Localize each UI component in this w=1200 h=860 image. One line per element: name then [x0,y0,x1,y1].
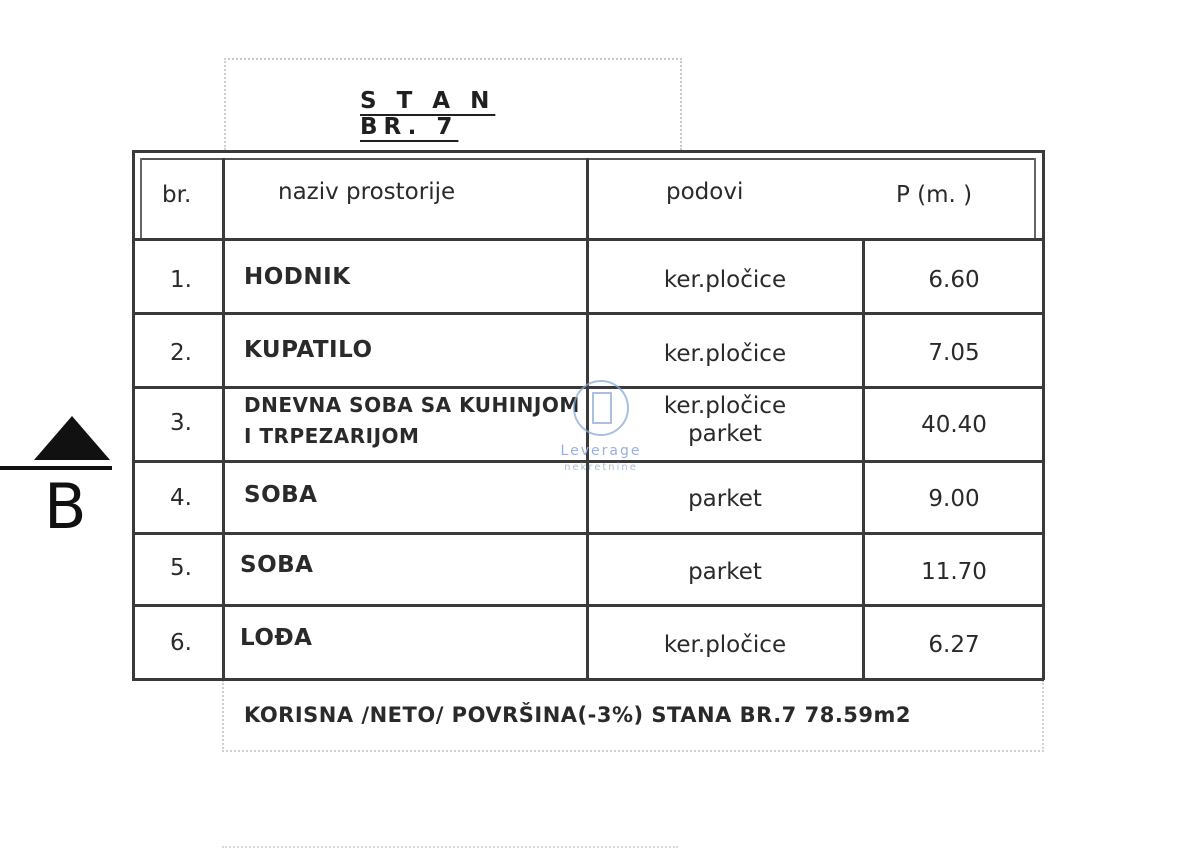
frame-line [222,680,224,752]
row-room-line2: I TRPEZARIJOM [244,424,420,448]
frame-line [224,58,682,60]
table-border-inner [1034,158,1036,238]
page-title: S T A N BR. 7 [360,88,496,140]
row-floor: ker.pločice [663,341,787,367]
row-room: KUPATILO [244,337,373,363]
row-number: 4. [170,485,192,511]
table-border-left [132,150,135,680]
header-room: naziv prostorije [278,179,456,205]
total-area: KORISNA /NETO/ POVRŠINA(-3%) STANA BR.7 78.59m2 [244,703,912,727]
row-room: HODNIK [244,264,351,290]
row-floor: ker.pločice [663,632,787,658]
row-area: 9.00 [928,486,980,512]
row-area: 7.05 [928,340,980,366]
row-area: 11.70 [921,559,987,585]
row-room: SOBA [244,482,318,508]
header-number: br. [162,182,192,208]
building-icon [592,392,612,424]
table-border-right [1042,150,1045,680]
section-letter: B [44,470,87,543]
row-number: 2. [170,340,192,366]
row-area: 40.40 [921,412,987,438]
column-divider [222,158,225,680]
row-number: 1. [170,267,192,293]
row-number: 3. [170,410,192,436]
header-floor: podovi [666,179,744,205]
row-room: LOĐA [240,625,313,651]
frame-line [224,58,226,150]
row-floor: ker.pločice [663,267,787,293]
row-room: SOBA [240,552,314,578]
row-room: DNEVNA SOBA SA KUHINJOM [244,393,580,417]
frame-line [1042,680,1044,752]
frame-line [222,750,1044,752]
frame-line [222,846,678,848]
table-border-inner [140,158,142,238]
row-number: 5. [170,555,192,581]
row-number: 6. [170,630,192,656]
table-border-top [132,150,1044,153]
header-area: P (m. ) [896,182,973,208]
column-divider [862,238,865,680]
watermark-brand: Leverage [560,443,642,459]
row-floor: ker.pločice [663,393,787,419]
row-floor-line2: parket [688,421,762,447]
row-floor: parket [688,486,762,512]
section-arrow-icon [34,416,110,460]
row-area: 6.60 [928,267,980,293]
row-floor: parket [688,559,762,585]
frame-line [680,58,682,150]
watermark-sub: nekretnine [564,462,638,473]
row-area: 6.27 [928,632,980,658]
